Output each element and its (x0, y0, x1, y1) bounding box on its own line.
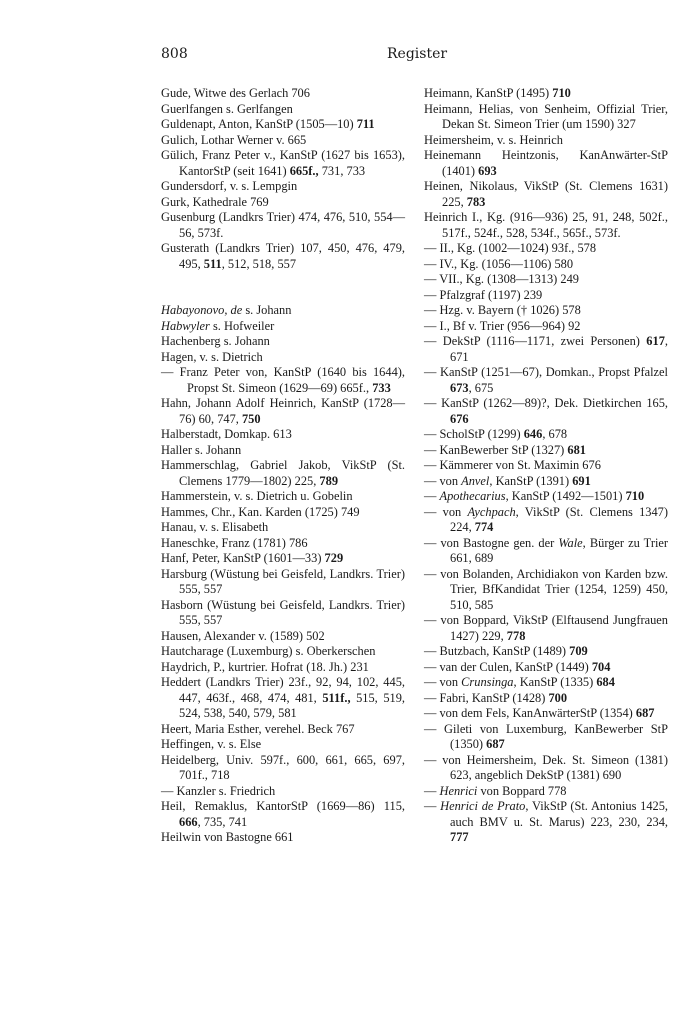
index-entry: Heffingen, v. s. Else (161, 737, 262, 751)
index-block-h (161, 303, 405, 846)
index-entry: Habwyler s. Hofweiler (161, 318, 275, 333)
index-entry: Heinen, Nikolaus, VikStP (St. Clemens 1631) 225, 783 (424, 179, 668, 209)
index-block-heinrich (424, 86, 668, 846)
index-entry: Guldenapt, Anton, KanStP (1505—10) 711 (161, 117, 375, 131)
index-entry: — KanStP (1262—89)?, Dek. Dietkirchen 165, 676 (424, 396, 668, 426)
section-gap (161, 272, 405, 303)
index-entry: Hammerschlag, Gabriel Jakob, VikStP (St. Clemens 1779—1802) 225, 789 (161, 458, 405, 488)
index-entry: Hagen, v. s. Dietrich (161, 349, 263, 364)
index-entry: Heert, Maria Esther, verehel. Beck 767 (161, 721, 355, 736)
index-entry: Gulich, Lothar Werner v. 665 (161, 132, 307, 147)
index-entry: Gurk, Kathedrale 769 (161, 194, 269, 209)
index-entry: Hasborn (Wüstung bei Geisfeld, Landkrs. Trier) 555, 557 (161, 597, 405, 627)
index-entry: — DekStP (1116—1171, zwei Personen) 617, 671 (424, 334, 668, 364)
index-entry: — Fabri, KanStP (1428) 700 (424, 690, 568, 705)
page-number: 808 (161, 46, 188, 62)
index-entry: Gude, Witwe des Gerlach 706 (161, 86, 310, 100)
index-entry: — von Bolanden, Archidiakon von Karden bzw. Trier, BfKandidat Trier (1254, 1259) 450, 510, 585 (424, 566, 668, 612)
index-entry: Hausen, Alexander v. (1589) 502 (161, 628, 325, 643)
index-entry: Hahn, Johann Adolf Heinrich, KanStP (1728—76) 60, 747, 750 (161, 396, 405, 426)
index-entry: — II., Kg. (1002—1024) 93f., 578 (424, 241, 597, 255)
index-entry: — Gileti von Luxemburg, KanBewerber StP (1350) 687 (424, 721, 668, 751)
index-entry: Halberstadt, Domkap. 613 (161, 427, 292, 441)
index-entry: — KanBewerber StP (1327) 681 (424, 442, 586, 457)
index-entry: Harsburg (Wüstung bei Geisfeld, Landkrs. Trier) 555, 557 (161, 566, 405, 596)
index-entry: Haller s. Johann (161, 442, 242, 457)
index-entry: — Henrici von Boppard 778 (424, 783, 567, 798)
index-entry: Heimann, Helias, von Senheim, Offizial Trier, Dekan St. Simeon Trier (um 1590) 327 (424, 101, 668, 131)
index-entry: Habayonovo, de s. Johann (161, 303, 292, 317)
index-entry: — von Aychpach, VikStP (St. Clemens 1347) 224, 774 (424, 504, 669, 534)
index-entry: — Butzbach, KanStP (1489) 709 (424, 644, 588, 658)
index-block-g (161, 86, 405, 272)
index-entry: Heinrich I., Kg. (916—936) 25, 91, 248, 502f., 517f., 524f., 528, 534f., 565f., 573f. (424, 210, 668, 240)
index-entry: Heilwin von Bastogne 661 (161, 830, 294, 844)
index-entry: — IV., Kg. (1056—1106) 580 (424, 256, 574, 271)
index-entry: — VII., Kg. (1308—1313) 249 (424, 272, 579, 286)
index-entry: Haneschke, Franz (1781) 786 (161, 535, 308, 550)
index-entry: Heimersheim, v. s. Heinrich (424, 132, 563, 147)
index-entry: — von Heimersheim, Dek. St. Simeon (1381) 623, angeblich DekStP (1381) 690 (424, 752, 668, 782)
index-entry: Gundersdorf, v. s. Lempgin (161, 179, 298, 193)
index-entry: Gusterath (Landkrs Trier) 107, 450, 476, 479, 495, 511, 512, 518, 557 (161, 241, 405, 271)
index-entry: Hammes, Chr., Kan. Karden (1725) 749 (161, 504, 360, 519)
index-entry: — von Crunsinga, KanStP (1335) 684 (424, 675, 615, 689)
index-entry: — Pfalzgraf (1197) 239 (424, 287, 543, 302)
index-entry: — KanStP (1251—67), Domkan., Propst Pfalzel 673, 675 (424, 365, 668, 395)
index-entry: — von Boppard, VikStP (Elftausend Jungfrauen 1427) 229, 778 (424, 613, 668, 643)
index-entry: Hanf, Peter, KanStP (1601—33) 729 (161, 551, 344, 565)
index-entry: — Kämmerer von St. Maximin 676 (424, 458, 601, 472)
index-entry: — Franz Peter von, KanStP (1640 bis 1644), Propst St. Simeon (1629—69) 665f., 733 (161, 365, 405, 395)
index-entry: Guerlfangen s. Gerlfangen (161, 101, 293, 116)
index-entry: — Kanzler s. Friedrich (161, 783, 276, 798)
index-entry: Hautcharage (Luxemburg) s. Oberkerschen (161, 644, 376, 658)
index-entry: — Hzg. v. Bayern († 1026) 578 (424, 303, 581, 317)
running-head: Register (387, 46, 448, 62)
index-entry: — von Anvel, KanStP (1391) 691 (424, 473, 591, 488)
index-entry: Haydrich, P., kurtrier. Hofrat (18. Jh.) 231 (161, 659, 369, 674)
index-entry: Hanau, v. s. Elisabeth (161, 520, 269, 534)
index-column-right (424, 86, 668, 846)
index-entry: Gusenburg (Landkrs Trier) 474, 476, 510, 554—56, 573f. (161, 210, 405, 240)
index-entry: — Apothecarius, KanStP (1492—1501) 710 (424, 489, 645, 503)
index-entry: Heddert (Landkrs Trier) 23f., 92, 94, 102, 445, 447, 463f., 468, 474, 481, 511f., 515, 519, 524, 538, 540, 579, 581 (161, 675, 405, 720)
index-entry: — Henrici de Prato, VikStP (St. Antonius 1425, auch BMV u. St. Marus) 223, 230, 234, 777 (424, 799, 669, 844)
index-entry: Heinemann Heintzonis, KanAnwärter-StP (1401) 693 (424, 148, 668, 178)
index-entry: — von dem Fels, KanAnwärterStP (1354) 687 (424, 706, 655, 720)
index-entry: — van der Culen, KanStP (1449) 704 (424, 659, 611, 674)
index-entry: Hammerstein, v. s. Dietrich u. Gobelin (161, 489, 353, 503)
index-entry: Heil, Remaklus, KantorStP (1669—86) 115, 666, 735, 741 (161, 799, 405, 829)
index-entry: — I., Bf v. Trier (956—964) 92 (424, 318, 581, 333)
page-header (161, 46, 586, 66)
index-entry: Hachenberg s. Johann (161, 334, 270, 348)
index-entry: Gülich, Franz Peter v., KanStP (1627 bis 1653), KantorStP (seit 1641) 665f., 731, 733 (161, 148, 405, 178)
index-entry: — ScholStP (1299) 646, 678 (424, 427, 568, 441)
index-entry: Heidelberg, Univ. 597f., 600, 661, 665, 697, 701f., 718 (161, 752, 405, 782)
index-column-left (161, 86, 405, 846)
index-entry: — von Bastogne gen. der Wale, Bürger zu Trier 661, 689 (424, 535, 669, 565)
index-entry: Heimann, KanStP (1495) 710 (424, 86, 571, 100)
